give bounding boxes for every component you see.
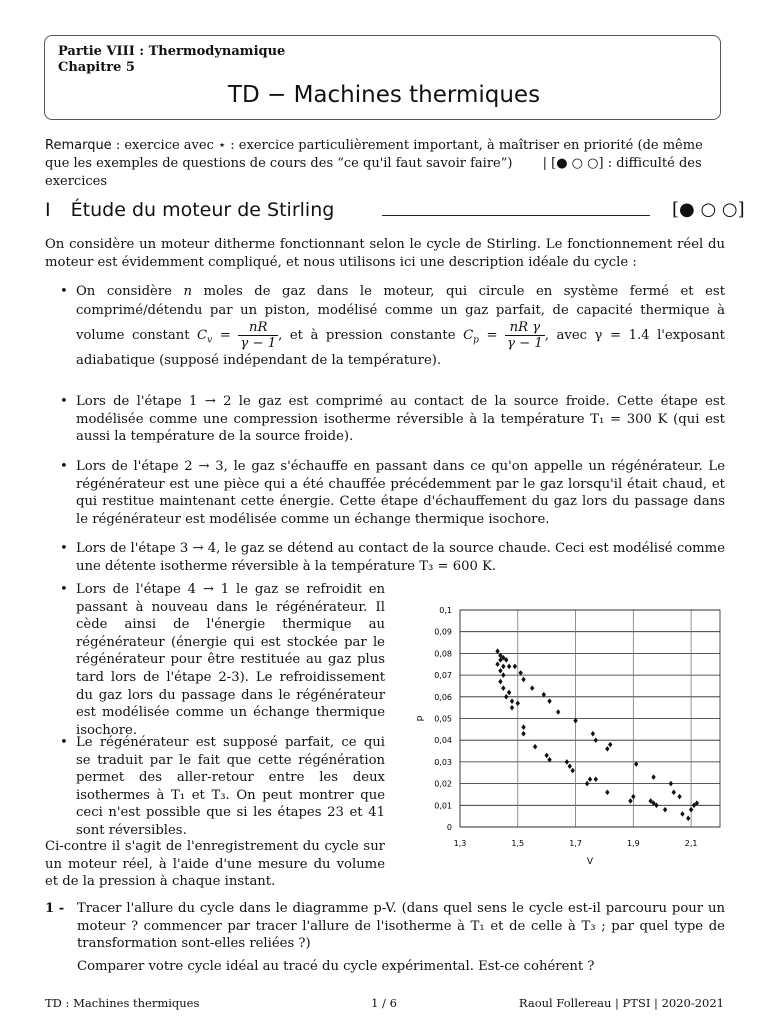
chart-ytick-label: 0,07 bbox=[434, 671, 452, 681]
chart-ytick-label: 0,09 bbox=[434, 627, 452, 637]
chart-point bbox=[605, 789, 609, 795]
intro-paragraph: On considère un moteur ditherme fonctionnant selon le cycle de Stirling. Le fonctionnement réel du moteur est évidemment compliqué, et nous utilisons ici une description idéale du cycle : bbox=[45, 237, 725, 270]
chart-point bbox=[547, 698, 551, 704]
chart-point bbox=[521, 731, 525, 737]
remark-label: Remarque bbox=[45, 138, 112, 153]
chart-point bbox=[680, 811, 684, 817]
page-title: TD − Machines thermiques bbox=[227, 82, 541, 108]
section-difficulty: [● ○ ○] bbox=[672, 199, 745, 220]
bullet-regenerator: • Le régénérateur est supposé parfait, ce qui se traduit par le fait que cette régénération permet des aller-retour entre les deux isothermes à T₁ et T₃. On peut montrer que ceci n'est possible que si les étapes 23 et 41 sont réversibles. bbox=[60, 735, 385, 838]
chart-point bbox=[677, 794, 681, 800]
chart-xtick-label: 1,9 bbox=[626, 839, 640, 848]
question-followup: Comparer votre cycle idéal au tracé du cycle expérimental. Est-ce cohérent ? bbox=[77, 958, 595, 974]
bullet-list-steps bbox=[60, 393, 725, 446]
section-rule bbox=[382, 215, 650, 216]
chart-point bbox=[594, 776, 598, 782]
question-text: Tracer l'allure du cycle dans le diagramme p-V. (dans quel sens le cycle est-il parcouru pour un moteur ? commencer par tracer l'allure de l'isotherme à T₁ et de celle à T₃ ; par quel type de transformation sont-elles reliées ?) bbox=[77, 901, 725, 952]
chart-points bbox=[495, 648, 699, 821]
chart-ytick-label: 0,01 bbox=[434, 801, 452, 811]
bullet-step-3-4: • Lors de l'étape 3 → 4, le gaz se détend au contact de la source chaude. Ceci est modélisé comme une détente isotherme réversible à la température T₃ = 600 K. bbox=[60, 541, 725, 574]
remark bbox=[45, 137, 725, 191]
chart-ylabel: p bbox=[415, 715, 425, 722]
chart-point bbox=[516, 701, 520, 707]
bullet-list-step41 bbox=[60, 581, 385, 739]
bullet-gas-model: • On considère n moles de gaz dans le moteur, qui circule en système fermé et est comprimé/détendu par un piston, modélisé comme un gaz parfait, de capacité thermique à volume constant $C_v$ = $\frac{nR}{\gamma - 1}$ , et à pression constante $C_p$ = $\frac{\text{nR γ}}{\gamma - 1}$ , avec γ = 1.4 l'exposant adiabatique (supposé indépendant de la température). bbox=[60, 284, 725, 368]
chart-point bbox=[588, 776, 592, 782]
chart-point bbox=[498, 679, 502, 685]
chart-point bbox=[568, 763, 572, 769]
chart-grid bbox=[460, 610, 720, 827]
question-number: 1 - bbox=[45, 901, 65, 916]
chart-point bbox=[672, 789, 676, 795]
chart-xlabel: V bbox=[586, 857, 594, 867]
bullet-list-step34 bbox=[60, 540, 725, 575]
chart-point bbox=[498, 668, 502, 674]
chart-point bbox=[495, 661, 499, 667]
part-label: Partie VIII : Thermodynamique bbox=[58, 44, 286, 59]
chart-point bbox=[533, 744, 537, 750]
footer-right: Raoul Follereau | PTSI | 2020-2021 bbox=[518, 996, 724, 1010]
chart-point bbox=[544, 753, 548, 759]
chart-point bbox=[689, 807, 693, 813]
chart-xtick-label: 1,7 bbox=[569, 839, 582, 848]
chart-ytick-label: 0,04 bbox=[434, 736, 452, 746]
chart-point bbox=[501, 672, 505, 678]
chart-point bbox=[510, 698, 514, 704]
footer-page-number: 1 / 6 bbox=[371, 996, 397, 1010]
chart-point bbox=[608, 742, 612, 748]
bullet-list-top bbox=[60, 282, 725, 370]
section-number: I bbox=[45, 199, 51, 221]
chart-ytick-label: 0 bbox=[446, 823, 452, 832]
bullet-list-regen bbox=[60, 734, 385, 840]
chart-point bbox=[686, 816, 690, 822]
chart-point bbox=[570, 768, 574, 774]
bullet-list-step23 bbox=[60, 458, 725, 528]
chart-ytick-label: 0,02 bbox=[434, 779, 452, 789]
chart-point bbox=[631, 794, 635, 800]
chart-ytick-label: 0,08 bbox=[434, 649, 452, 659]
chart-ytick-label: 0,1 bbox=[439, 606, 452, 615]
section-heading bbox=[45, 197, 334, 223]
chart-point bbox=[565, 759, 569, 765]
chart-ytick-label: 0,06 bbox=[434, 692, 452, 702]
chart-point bbox=[585, 781, 589, 787]
bullet-step-4-1: • Lors de l'étape 4 → 1 le gaz se refroidit en passant à nouveau dans le régénérateur. Il cède ainsi de l'énergie thermique au régénérateur (énergie qui est stockée par le régénérateur pour être restituée au gaz plus tard lors de l'étape 2-3). Le refroidissement du gaz lors du passage dans le régénérateur est modélisée comme un échange thermique isochore. bbox=[60, 582, 385, 738]
chart-point bbox=[591, 731, 595, 737]
chapter-label: Chapitre 5 bbox=[58, 60, 135, 75]
chart-point bbox=[507, 690, 511, 696]
chart-point bbox=[594, 737, 598, 743]
chart-point bbox=[530, 685, 534, 691]
chart-ytick-label: 0,05 bbox=[434, 714, 452, 724]
chart-xtick-label: 1,5 bbox=[511, 839, 525, 848]
footer-left: TD : Machines thermiques bbox=[45, 996, 200, 1010]
section-title: Étude du moteur de Stirling bbox=[70, 199, 335, 221]
chart-point bbox=[501, 664, 505, 670]
chart-ytick-label: 0,03 bbox=[434, 757, 452, 767]
chart-point bbox=[513, 664, 517, 670]
bullet-step-1-2: • Lors de l'étape 1 → 2 le gaz est comprimé au contact de la source froide. Cette étape est modélisée comme une compression isotherme réversible à la température T₁ = 300 K (qui est aussi la température de la source froide). bbox=[60, 394, 725, 445]
chart-point bbox=[521, 724, 525, 730]
chart-point bbox=[605, 746, 609, 752]
chart-point bbox=[510, 705, 514, 711]
chart-xtick-label: 2,1 bbox=[684, 839, 698, 848]
figure-caption: Ci-contre il s'agit de l'enregistrement du cycle sur un moteur réel, à l'aide d'une mesure du volume et de la pression à chaque instant. bbox=[45, 839, 385, 890]
chart-point bbox=[669, 781, 673, 787]
chart-point bbox=[521, 677, 525, 683]
chart-xtick-label: 1,3 bbox=[453, 839, 467, 848]
chart-point bbox=[501, 685, 505, 691]
part-heading bbox=[58, 44, 285, 76]
fraction-cp: $\frac{\text{nR γ}}{\gamma - 1}$ bbox=[507, 320, 543, 351]
chart-ticks bbox=[434, 606, 697, 848]
chart-point bbox=[556, 709, 560, 715]
pv-scatter-chart bbox=[410, 600, 730, 875]
chart-point bbox=[628, 798, 632, 804]
bullet-step-2-3: • Lors de l'étape 2 → 3, le gaz s'échauffe en passant dans ce qu'on appelle un régénérateur. Le régénérateur est une pièce qui a été chauffée précédemment par le gaz lorsqu'il était chaud, et qui restitue maintenant cette énergie. Cette étape d'échauffement du gaz lors du passage dans le régénérateur est modélisée comme un échange thermique isochore. bbox=[60, 459, 725, 527]
chart-point bbox=[507, 664, 511, 670]
chart-point bbox=[504, 694, 508, 700]
remark-difficulty: | [● ○ ○] : difficulté des exercices bbox=[45, 156, 702, 189]
chart-point bbox=[663, 807, 667, 813]
fraction-cv: $\frac{nR}{\gamma - 1}$ bbox=[240, 320, 277, 351]
chart-point bbox=[651, 774, 655, 780]
remark-text: : exercice avec ⋆ : exercice particulièrement important, à maîtriser en priorité (de même que les exemples de questions de cours des “ce qu'il faut savoir faire”) bbox=[45, 138, 703, 171]
